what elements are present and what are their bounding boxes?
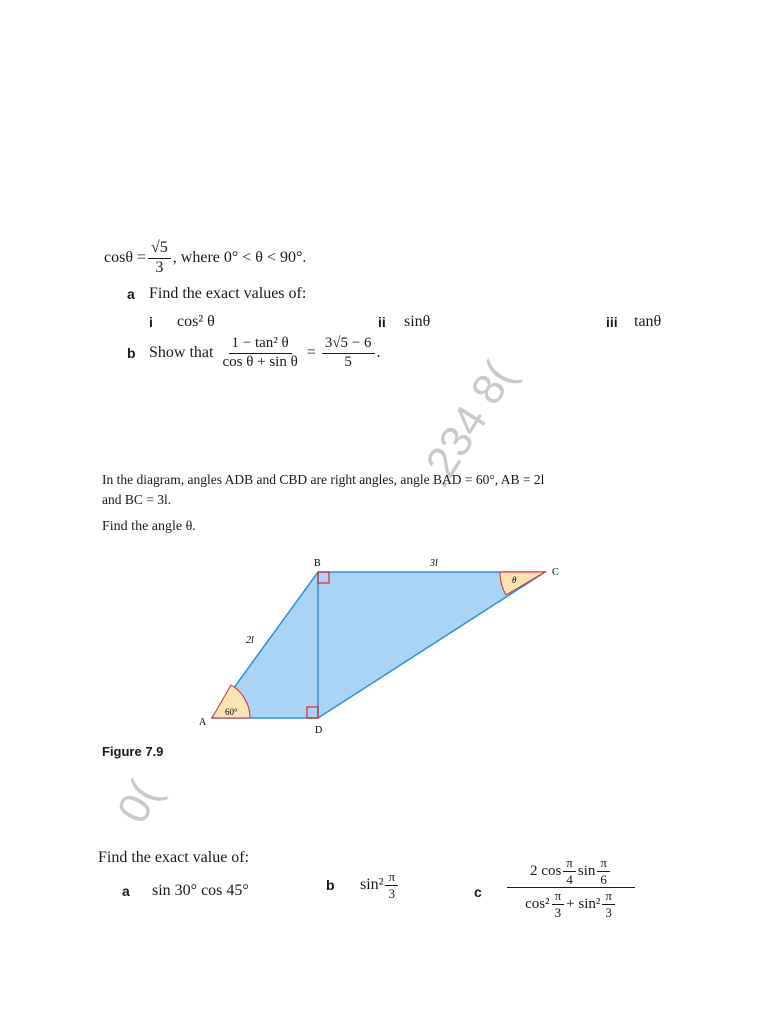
part-a-label: a [127, 286, 135, 302]
sub-ii-label: ii [378, 314, 386, 330]
given-rhs: , where 0° < θ < 90°. [172, 249, 307, 267]
angle-c-sector [500, 572, 545, 595]
q3-b-expr: sin² [360, 876, 384, 894]
part-b-rhs-fraction: $\frac{3√5 - 6}{5}$ [322, 336, 375, 371]
q3-c-numerator: 2 cos $\frac{\pi}{4}$ sin $\frac{\pi}{6}$ [530, 856, 612, 887]
watermark-fragment-bottom: 0( [108, 773, 170, 832]
q1-part-b [127, 336, 381, 371]
side-bc-label: 3l [430, 558, 438, 569]
q3-c-expression [506, 856, 636, 920]
sub-i-label: i [149, 314, 153, 330]
q1-sub-iii [606, 313, 661, 331]
vertex-d-label: D [315, 725, 323, 736]
sub-iii-label: iii [606, 314, 618, 330]
q3-title: Find the exact value of: [98, 849, 250, 866]
watermark-fragment: .234 8( [410, 353, 525, 496]
q1-sub-i [149, 313, 215, 331]
angle-a-label: 60° [225, 707, 238, 717]
figure-caption: Figure 7.9 [102, 744, 164, 759]
vertex-a-label: A [199, 717, 207, 728]
part-b-label: b [127, 345, 136, 362]
sub-ii-expr: sinθ [404, 313, 431, 330]
q3-a-expr: sin 30° cos 45° [152, 882, 249, 899]
part-b-equals: = [306, 344, 316, 362]
q2-line3: Find the angle θ. [102, 519, 196, 534]
given-lhs: cosθ = [104, 249, 147, 267]
q3-part-b [326, 870, 400, 900]
sub-iii-expr: tanθ [634, 313, 662, 330]
q3-b-fraction: $\frac{\pi}{3}$ [385, 870, 398, 900]
q2-line2: and BC = 3l. [102, 492, 172, 507]
vertex-b-label: B [314, 558, 321, 569]
q3-a-label: a [122, 883, 130, 899]
q3-part-a [122, 882, 249, 900]
q2-line1: In the diagram, angles ADB and CBD are right angles, angle BAD = 60°, AB = 2l [102, 472, 545, 487]
q1-sub-ii [378, 313, 430, 331]
part-a-text: Find the exact values of: [149, 285, 307, 302]
triangle-diagram [190, 555, 580, 740]
angle-c-label: θ [512, 575, 517, 585]
given-fraction: $\frac{√5}{3}$ [148, 240, 171, 277]
vertex-c-label: C [552, 567, 559, 578]
part-b-text: Show that [149, 344, 214, 362]
q1-given [104, 240, 306, 277]
part-b-fraction: $\frac{\text{1 − tan² θ}}{\text{cos θ + sin θ}}$ [222, 335, 298, 370]
part-b-dot: . [376, 344, 381, 362]
q1-part-a [127, 285, 306, 303]
q3-c-label: c [474, 884, 482, 900]
q3-b-label: b [326, 877, 335, 894]
side-ab-label: 2l [246, 635, 254, 646]
sub-i-expr: cos² θ [177, 313, 215, 330]
q3-c-denominator: cos² $\frac{\pi}{3}$ + sin² $\frac{\pi}{3}$ [525, 888, 617, 919]
quadrilateral-abcd [212, 572, 545, 718]
